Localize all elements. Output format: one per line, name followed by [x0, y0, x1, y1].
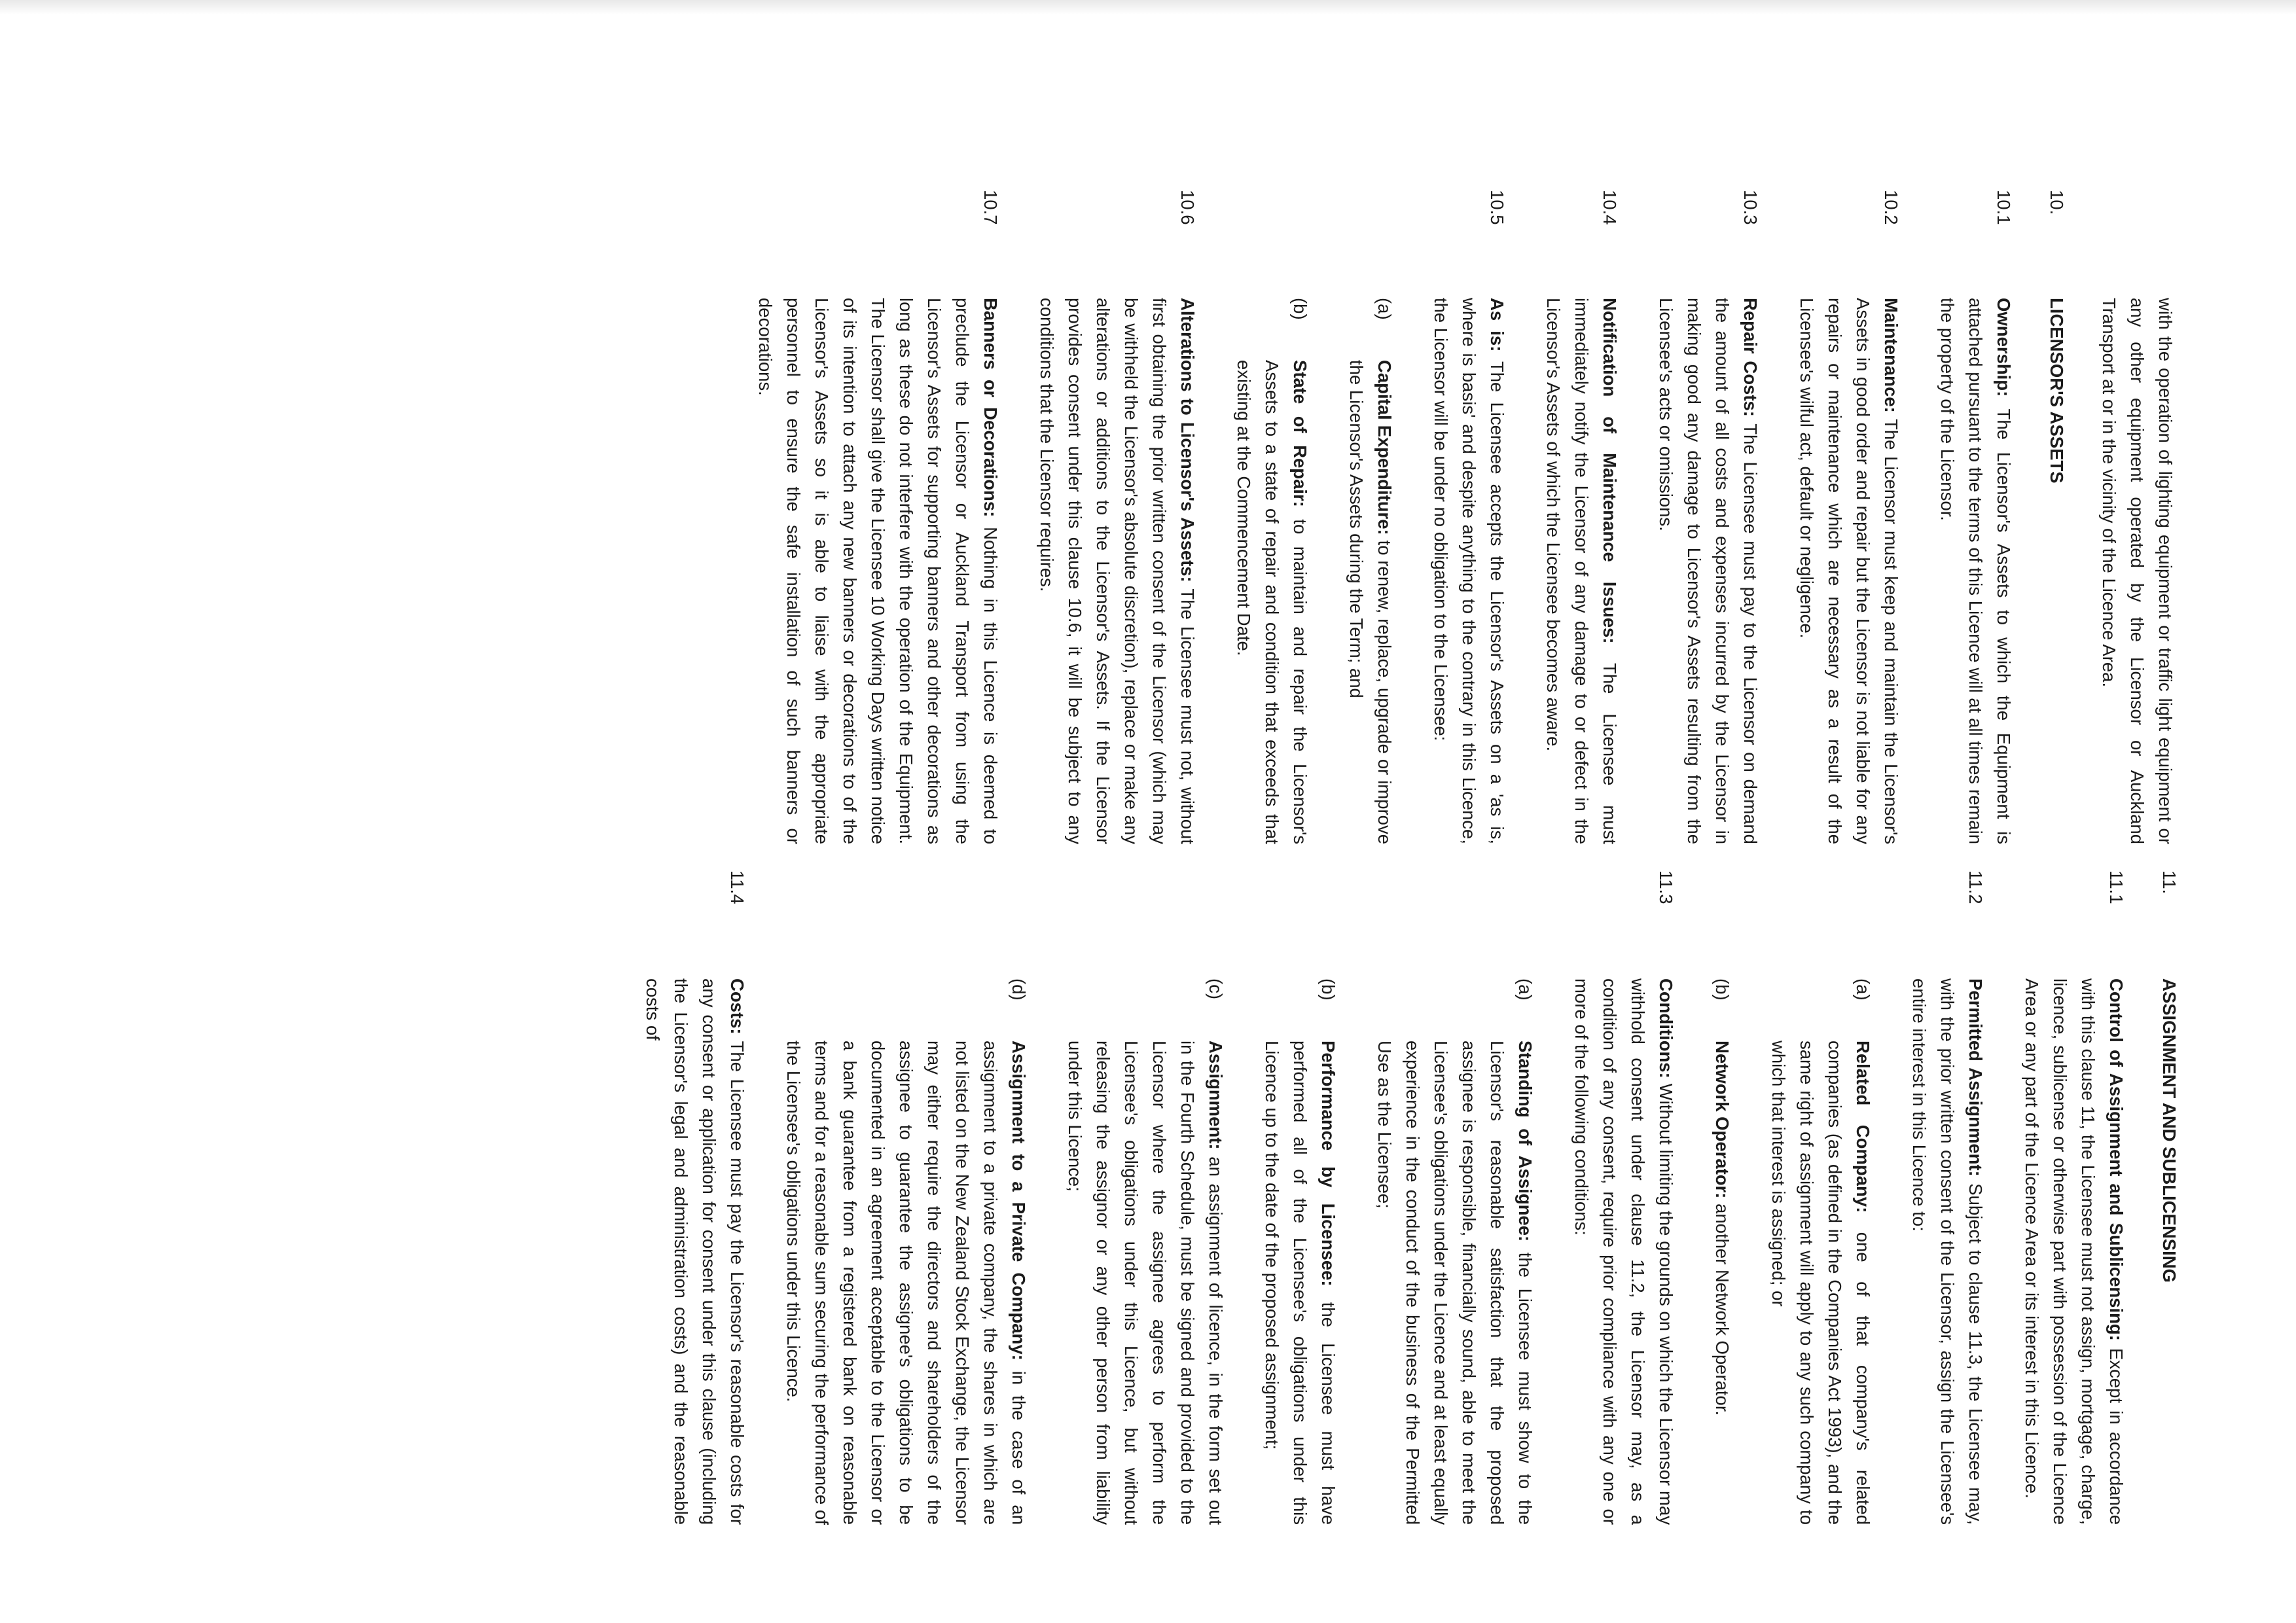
item-heading: Network Operator: [1712, 1041, 1732, 1199]
item-text: to maintain and repair the Licensor's Assets to a state of repair and condition that exceeds that existing at the Commencement Date. [1234, 360, 1310, 845]
clause-heading: Costs: [727, 978, 747, 1035]
clause-heading: Banners or Decorations: [980, 298, 1001, 518]
item-letter: (a) [1853, 978, 1873, 1001]
clause-heading: Control of Assignment and Sublicensing: [2106, 978, 2126, 1341]
clause-heading: Ownership: [1994, 298, 2014, 397]
clause-text: Without limiting the grounds on which the Licensor may withhold consent under clause 11.2, the Licensor may, as a condition of any consent, require prior compliance with any one or more of the following conditions: [1571, 978, 1676, 1525]
item-heading: Assignment: [1206, 1041, 1226, 1150]
clause-11-3-a [1371, 978, 1539, 1525]
item-letter: (b) [1290, 298, 1310, 320]
clause-text: Except in accordance with this clause 11, the Licensee must not assign, mortgage, charge, licence, sublicense or otherwise part with possession of the Licence Area or any part of the Licence Area or its interest in this Licence. [2022, 978, 2126, 1525]
clause-11-4 [639, 870, 751, 1525]
clause-heading: Permitted Assignment: [1965, 978, 1986, 1177]
item-letter: (c) [1206, 978, 1226, 1000]
item-letter: (b) [1712, 978, 1732, 1001]
item-text: one of that company's related companies (as defined in the Companies Act 1993), and the same right of assignment will apply to any such company to which that interest is assigned; or [1768, 1041, 1873, 1525]
item-letter: (d) [1009, 978, 1029, 1001]
item-text: the Licensee must show to the Licensor's reasonable satisfaction that the proposed assignee is responsible, financially sound, able to meet the Licensee's obligations under the Licence and at least equally experience in the conduct of the business of the Permitted Use as the Licensee; [1374, 1041, 1535, 1525]
clause-10-6 [1033, 190, 1202, 844]
clause-number: 10.6 [1177, 190, 1198, 225]
clause-text: The Licensee accepts the Licensor's Assets on a 'as is, where is basis' and despite anything to the contrary in this Licence, the Licensor will be under no obligation to the Licensee: [1431, 298, 1507, 844]
clause-text: The Licensee must immediately notify the Licensor of any damage to or defect in the Licensor's Assets of which the Licensee becomes aware. [1543, 298, 1620, 844]
clause-11-3-b [1258, 978, 1342, 1525]
item-heading: Related Company: [1853, 1041, 1873, 1213]
item-letter: (a) [1515, 978, 1535, 1001]
clause-11-1 [2018, 870, 2130, 1525]
clause-text: Nothing in this Licence is deemed to preclude the Licensor or Auckland Transport from using the Licensor's Assets for supporting banners and other decorations as long as these do not interfere with the operation of the Equipment. The Licensor shall give the Licensee 10 Working Days written notice of its intention to attach any new banners or decorations to of the Licensor's Assets so it is able to liaise with the appropriate personnel to ensure the safe installation of such banners or decorations. [755, 298, 1001, 844]
clause-text: The Licensee must pay the Licensor's reasonable costs for any consent or application for consent under this clause (including the Licensor's legal and administration costs) and the reasonable costs of [643, 978, 747, 1525]
item-heading: State of Repair: [1290, 360, 1310, 507]
clause-heading: Maintenance: [1881, 298, 1901, 413]
clause-number: 10.5 [1487, 190, 1507, 225]
item-letter: (a) [1374, 298, 1395, 320]
item-heading: Standing of Assignee: [1515, 1041, 1535, 1242]
clause-heading: Repair Costs: [1740, 298, 1761, 417]
clause-text: The Licensor's Assets to which the Equipment is attached pursuant to the terms of this Licence will at all times remain the property of the Licensor. [1937, 298, 2014, 844]
clause-number: 11.3 [1656, 870, 1676, 904]
clause-10-7 [751, 190, 1005, 844]
section-title: LICENSOR'S ASSETS [2047, 298, 2067, 484]
clause-number: 10.3 [1740, 190, 1761, 225]
continuation-paragraph: with the operation of lighting equipment or traffic light equipment or any other equipment operated by the Licensor or Auckland Transport at or in the vicinity of the Licence Area. [2099, 298, 2176, 844]
clause-10-5 [1427, 190, 1511, 844]
clause-10-2 [1793, 190, 1905, 844]
section-10-heading [2046, 190, 2067, 844]
item-letter: (b) [1318, 978, 1338, 1001]
clause-text: The Licensee must pay to the Licensor on demand the amount of all costs and expenses incurred by the Licensor in making good any damage to Licensor's Assets resulting from the Licensee's acts or omissions. [1656, 298, 1761, 844]
section-11-heading [2159, 870, 2179, 1525]
clause-10-1 [1933, 190, 2018, 844]
clause-number: 10.1 [1994, 190, 2014, 225]
clause-11-2-a [1765, 978, 1877, 1525]
clause-10-5-b [1230, 298, 1314, 845]
clause-heading: As is: [1487, 298, 1507, 352]
item-heading: Assignment to a Private Company: [1009, 1041, 1029, 1361]
clause-heading: Notification of Maintenance Issues: [1600, 298, 1620, 644]
clause-11-3-c [1061, 978, 1230, 1525]
clause-number: 11.1 [2106, 870, 2126, 904]
right-column [611, 870, 2179, 1525]
clause-number: 10.7 [980, 190, 1001, 225]
clause-text: The Licensee must not, without first obtaining the prior written consent of the Licensor (which may be withheld the Licensor's absolute discretion), replace or make any alterations or additions to the Licensor's Assets. If the Licensor provides consent under this clause 10.6, it will be subject to any conditions that the Licensor requires. [1037, 298, 1198, 844]
left-column [723, 190, 2179, 844]
clause-text: Subject to clause 11.3, the Licensee may, with the prior written consent of the Licensor, assign the Licensee's entire interest in this Licence to: [1909, 978, 1986, 1525]
clause-heading: Conditions: [1656, 978, 1676, 1079]
clause-heading: Alterations to Licensor's Assets: [1177, 298, 1198, 582]
clause-number: 10.4 [1600, 190, 1620, 225]
item-text: another Network Operator. [1712, 1204, 1732, 1416]
item-text: to renew, replace, upgrade or improve the Licensor's Assets during the Term; and [1346, 360, 1395, 844]
clause-number: 10.2 [1881, 190, 1901, 225]
item-heading: Performance by Licensee: [1318, 1041, 1338, 1287]
item-text: an assignment of licence, in the form set out in the Fourth Schedule, must be signed and provided to the Licensor where the assignee agrees to perform the Licensee's obligations under this Licence, but without releasing the assignor or any other person from liability under this Licence; [1065, 1041, 1226, 1525]
item-text: the Licensee must have performed all of the Licensee's obligations under this Licence up to the date of the proposed assignment; [1262, 1041, 1338, 1525]
clause-10-4 [1539, 190, 1624, 844]
clause-number: 11.2 [1965, 870, 1986, 904]
clause-11-2 [1905, 870, 1990, 1525]
section-title: ASSIGNMENT AND SUBLICENSING [2159, 978, 2179, 1283]
clause-11-3-d [780, 978, 1033, 1525]
section-number: 11. [2159, 870, 2179, 895]
clause-11-2-b [1708, 978, 1736, 1525]
clause-10-3 [1652, 190, 1765, 844]
clause-number: 11.4 [727, 870, 747, 904]
clause-text: The Licensor must keep and maintain the Licensor's Assets in good order and repair but the Licensor is not liable for any repairs or maintenance which are necessary as a result of the Licensee's wilful act, default or negligence. [1797, 298, 1901, 844]
section-number: 10. [2047, 190, 2067, 215]
scan-edge-shadow [0, 0, 2296, 14]
clause-10-5-a [1342, 298, 1399, 844]
clause-11-3 [1568, 870, 1680, 1525]
item-heading: Capital Expenditure: [1374, 360, 1395, 535]
item-text: in the case of an assignment to a private company, the shares in which are not listed on the New Zealand Stock Exchange, the Licensor may either require the directors and shareholders of the assignee to guarantee the assignee's obligations to be documented in an agreement acceptable to the Licensor or a bank guarantee from a registered bank on reasonable terms and for a reasonable sum securing the performance of the Licensee's obligations under this Licence. [783, 1041, 1029, 1525]
